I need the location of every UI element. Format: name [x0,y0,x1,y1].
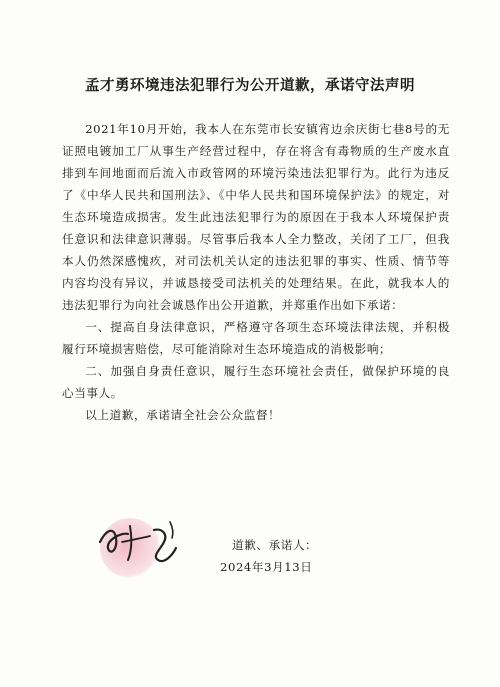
signature-block [220,534,452,578]
page-title: 孟才勇环境违法犯罪行为公开道歉，承诺守法声明 [85,78,415,94]
paragraph-promise-2: 二、加强自身责任意识，履行生态环境社会责任，做保护环境的良心当事人。 [62,364,450,400]
paragraph-promise-1: 一、提高自身法律意识，严格遵守各项生态环境法律法规，并积极履行环境损害赔偿，尽可能消除对生态环境造成的消极影响； [62,320,450,356]
signing-date: 2024年3月13日 [220,560,313,574]
paragraph-statement: 2021年10月开始，我本人在东莞市长安镇宵边余庆街七巷8号的无证照电镀加工厂从事生产经营过程中，存在将含有毒物质的生产废水直排到车间地面而后流入市政管网的环境污染违法犯罪行为。此行为违反了《中华人民共和国刑法》、《中华人民共和国环境保护法》的规定，对生态环境造成损害。发生此违法犯罪行为的原因在于我本人环境保护责任意识和法律意识薄弱。尽管事后我本人全力整改，关闭了工厂，但我本人仍然深感愧疚，对司法机关认定的违法犯罪的事实、性质、情节等内容均没有异议，并诚恳接受司法机关的处理结果。在此，就我本人的违法犯罪行为向社会诚恳作出公开道歉，并郑重作出如下承诺： [62,122,450,312]
document-body [62,118,450,426]
handwritten-signature [92,512,192,572]
paragraph-closing: 以上道歉，承诺请全社会公众监督！ [85,408,281,422]
signer-label: 道歉、承诺人： [232,538,318,552]
